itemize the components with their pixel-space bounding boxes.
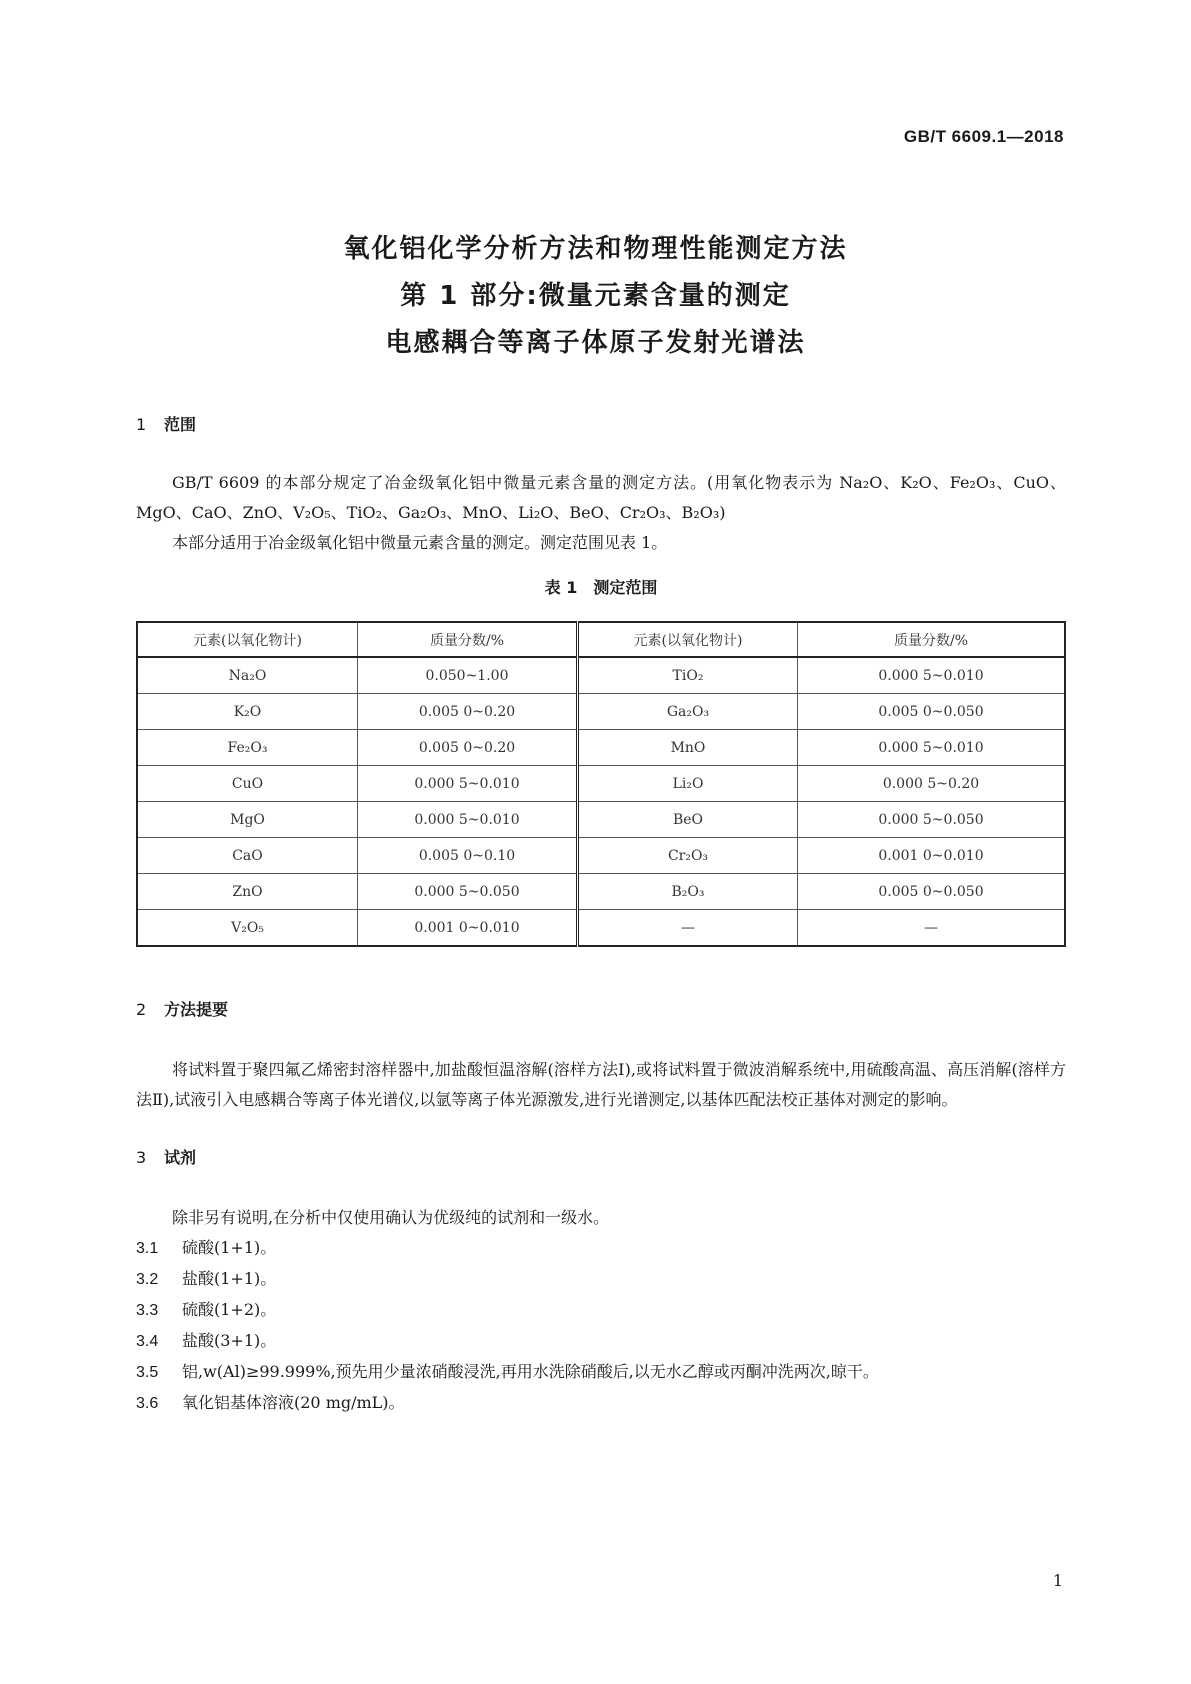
- table-caption-title: 测定范围: [593, 578, 658, 597]
- cell-element: CaO: [137, 838, 358, 874]
- reagent-item: [136, 1264, 1066, 1295]
- reagent-text: 铝,w(Al)≥99.999%,预先用少量浓硝酸浸洗,再用水洗除硝酸后,以无水乙醇或丙酮冲洗两次,晾干。: [182, 1362, 879, 1381]
- reagent-number: 3.6: [136, 1395, 159, 1412]
- cell-mass-fraction: 0.000 5~0.010: [798, 657, 1066, 694]
- cell-mass-fraction: 0.050~1.00: [358, 657, 578, 694]
- reagent-text: 盐酸(3+1)。: [182, 1331, 277, 1350]
- document-title: [0, 226, 1191, 367]
- reagent-list: [136, 1233, 1066, 1419]
- table-caption: [136, 573, 1066, 603]
- cell-element: BeO: [578, 802, 798, 838]
- section-title: 方法提要: [164, 1000, 229, 1019]
- method-summary-paragraph: 将试料置于聚四氟乙烯密封溶样器中,加盐酸恒温溶解(溶样方法Ⅰ),或将试料置于微波消解系统中,用硫酸高温、高压消解(溶样方法Ⅱ),试液引入电感耦合等离子体光谱仪,以氩等离子体光源激发,进行光谱测定,以基体匹配法校正基体对测定的影响。: [136, 1060, 1066, 1109]
- cell-mass-fraction: 0.000 5~0.050: [798, 802, 1066, 838]
- section-title: 范围: [164, 415, 197, 434]
- cell-element: V₂O₅: [137, 910, 358, 947]
- reagent-item: [136, 1233, 1066, 1264]
- cell-mass-fraction: 0.001 0~0.010: [798, 838, 1066, 874]
- title-line-3: 电感耦合等离子体原子发射光谱法: [385, 328, 806, 358]
- cell-mass-fraction: 0.001 0~0.010: [358, 910, 578, 947]
- table-caption-number: 表 1: [544, 578, 578, 597]
- cell-mass-fraction: 0.005 0~0.20: [358, 730, 578, 766]
- cell-element: Fe₂O₃: [137, 730, 358, 766]
- cell-element: Na₂O: [137, 657, 358, 694]
- section-number: 2: [136, 1000, 147, 1019]
- header-mass-fraction: 质量分数/%: [798, 622, 1066, 657]
- table-row: [137, 874, 1065, 910]
- document-body: [136, 410, 1066, 1419]
- standard-number: GB/T 6609.1—2018: [903, 127, 1064, 146]
- cell-element: MnO: [578, 730, 798, 766]
- cell-mass-fraction: 0.000 5~0.010: [358, 766, 578, 802]
- cell-mass-fraction: 0.005 0~0.050: [798, 694, 1066, 730]
- table-row: [137, 730, 1065, 766]
- reagent-number: 3.3: [136, 1302, 159, 1319]
- reagent-item: [136, 1326, 1066, 1357]
- reagent-text: 盐酸(1+1)。: [182, 1269, 277, 1288]
- table-row: [137, 910, 1065, 947]
- cell-mass-fraction: 0.005 0~0.10: [358, 838, 578, 874]
- reagent-number: 3.4: [136, 1333, 159, 1350]
- title-line-1: 氧化铝化学分析方法和物理性能测定方法: [343, 234, 848, 264]
- cell-mass-fraction: 0.005 0~0.20: [358, 694, 578, 730]
- cell-element: Ga₂O₃: [578, 694, 798, 730]
- cell-mass-fraction: 0.000 5~0.050: [358, 874, 578, 910]
- scope-paragraph-2: 本部分适用于冶金级氧化铝中微量元素含量的测定。测定范围见表 1。: [172, 533, 668, 552]
- scope-paragraph-1: GB/T 6609 的本部分规定了冶金级氧化铝中微量元素含量的测定方法。(用氧化物表示为 Na₂O、K₂O、Fe₂O₃、CuO、MgO、CaO、ZnO、V₂O₅、TiO₂、Ga₂O₃、MnO、Li₂O、BeO、Cr₂O₃、B₂O₃): [136, 473, 1066, 522]
- cell-element: —: [578, 910, 798, 947]
- section-1-heading: [136, 410, 1066, 440]
- section-title: 试剂: [164, 1148, 197, 1167]
- reagent-text: 氧化铝基体溶液(20 mg/mL)。: [182, 1393, 405, 1412]
- reagent-number: 3.1: [136, 1240, 159, 1257]
- reagent-number: 3.2: [136, 1271, 159, 1288]
- table-row: [137, 694, 1065, 730]
- reagent-text: 硫酸(1+1)。: [182, 1238, 277, 1257]
- section-2-heading: [136, 995, 1066, 1025]
- table-row: [137, 802, 1065, 838]
- reagent-text: 硫酸(1+2)。: [182, 1300, 277, 1319]
- title-line-2: 第 1 部分:微量元素含量的测定: [400, 281, 791, 311]
- table-row: [137, 657, 1065, 694]
- header-element: 元素(以氧化物计): [137, 622, 358, 657]
- header-mass-fraction: 质量分数/%: [358, 622, 578, 657]
- cell-mass-fraction: —: [798, 910, 1066, 947]
- cell-mass-fraction: 0.000 5~0.20: [798, 766, 1066, 802]
- measurement-range-table: [136, 621, 1066, 947]
- reagent-item: [136, 1295, 1066, 1326]
- cell-mass-fraction: 0.000 5~0.010: [798, 730, 1066, 766]
- table-header-row: [137, 622, 1065, 657]
- reagent-item: [136, 1357, 1066, 1388]
- cell-element: Cr₂O₃: [578, 838, 798, 874]
- section-number: 3: [136, 1148, 147, 1167]
- cell-element: CuO: [137, 766, 358, 802]
- cell-mass-fraction: 0.005 0~0.050: [798, 874, 1066, 910]
- cell-element: K₂O: [137, 694, 358, 730]
- cell-element: ZnO: [137, 874, 358, 910]
- cell-element: B₂O₃: [578, 874, 798, 910]
- reagents-intro: 除非另有说明,在分析中仅使用确认为优级纯的试剂和一级水。: [172, 1208, 610, 1227]
- page-number: 1: [1052, 1571, 1063, 1590]
- header-element: 元素(以氧化物计): [578, 622, 798, 657]
- cell-element: TiO₂: [578, 657, 798, 694]
- cell-element: Li₂O: [578, 766, 798, 802]
- reagent-number: 3.5: [136, 1364, 159, 1381]
- reagent-item: [136, 1388, 1066, 1419]
- section-number: 1: [136, 415, 147, 434]
- table-row: [137, 838, 1065, 874]
- table-row: [137, 766, 1065, 802]
- cell-mass-fraction: 0.000 5~0.010: [358, 802, 578, 838]
- cell-element: MgO: [137, 802, 358, 838]
- section-3-heading: [136, 1143, 1066, 1173]
